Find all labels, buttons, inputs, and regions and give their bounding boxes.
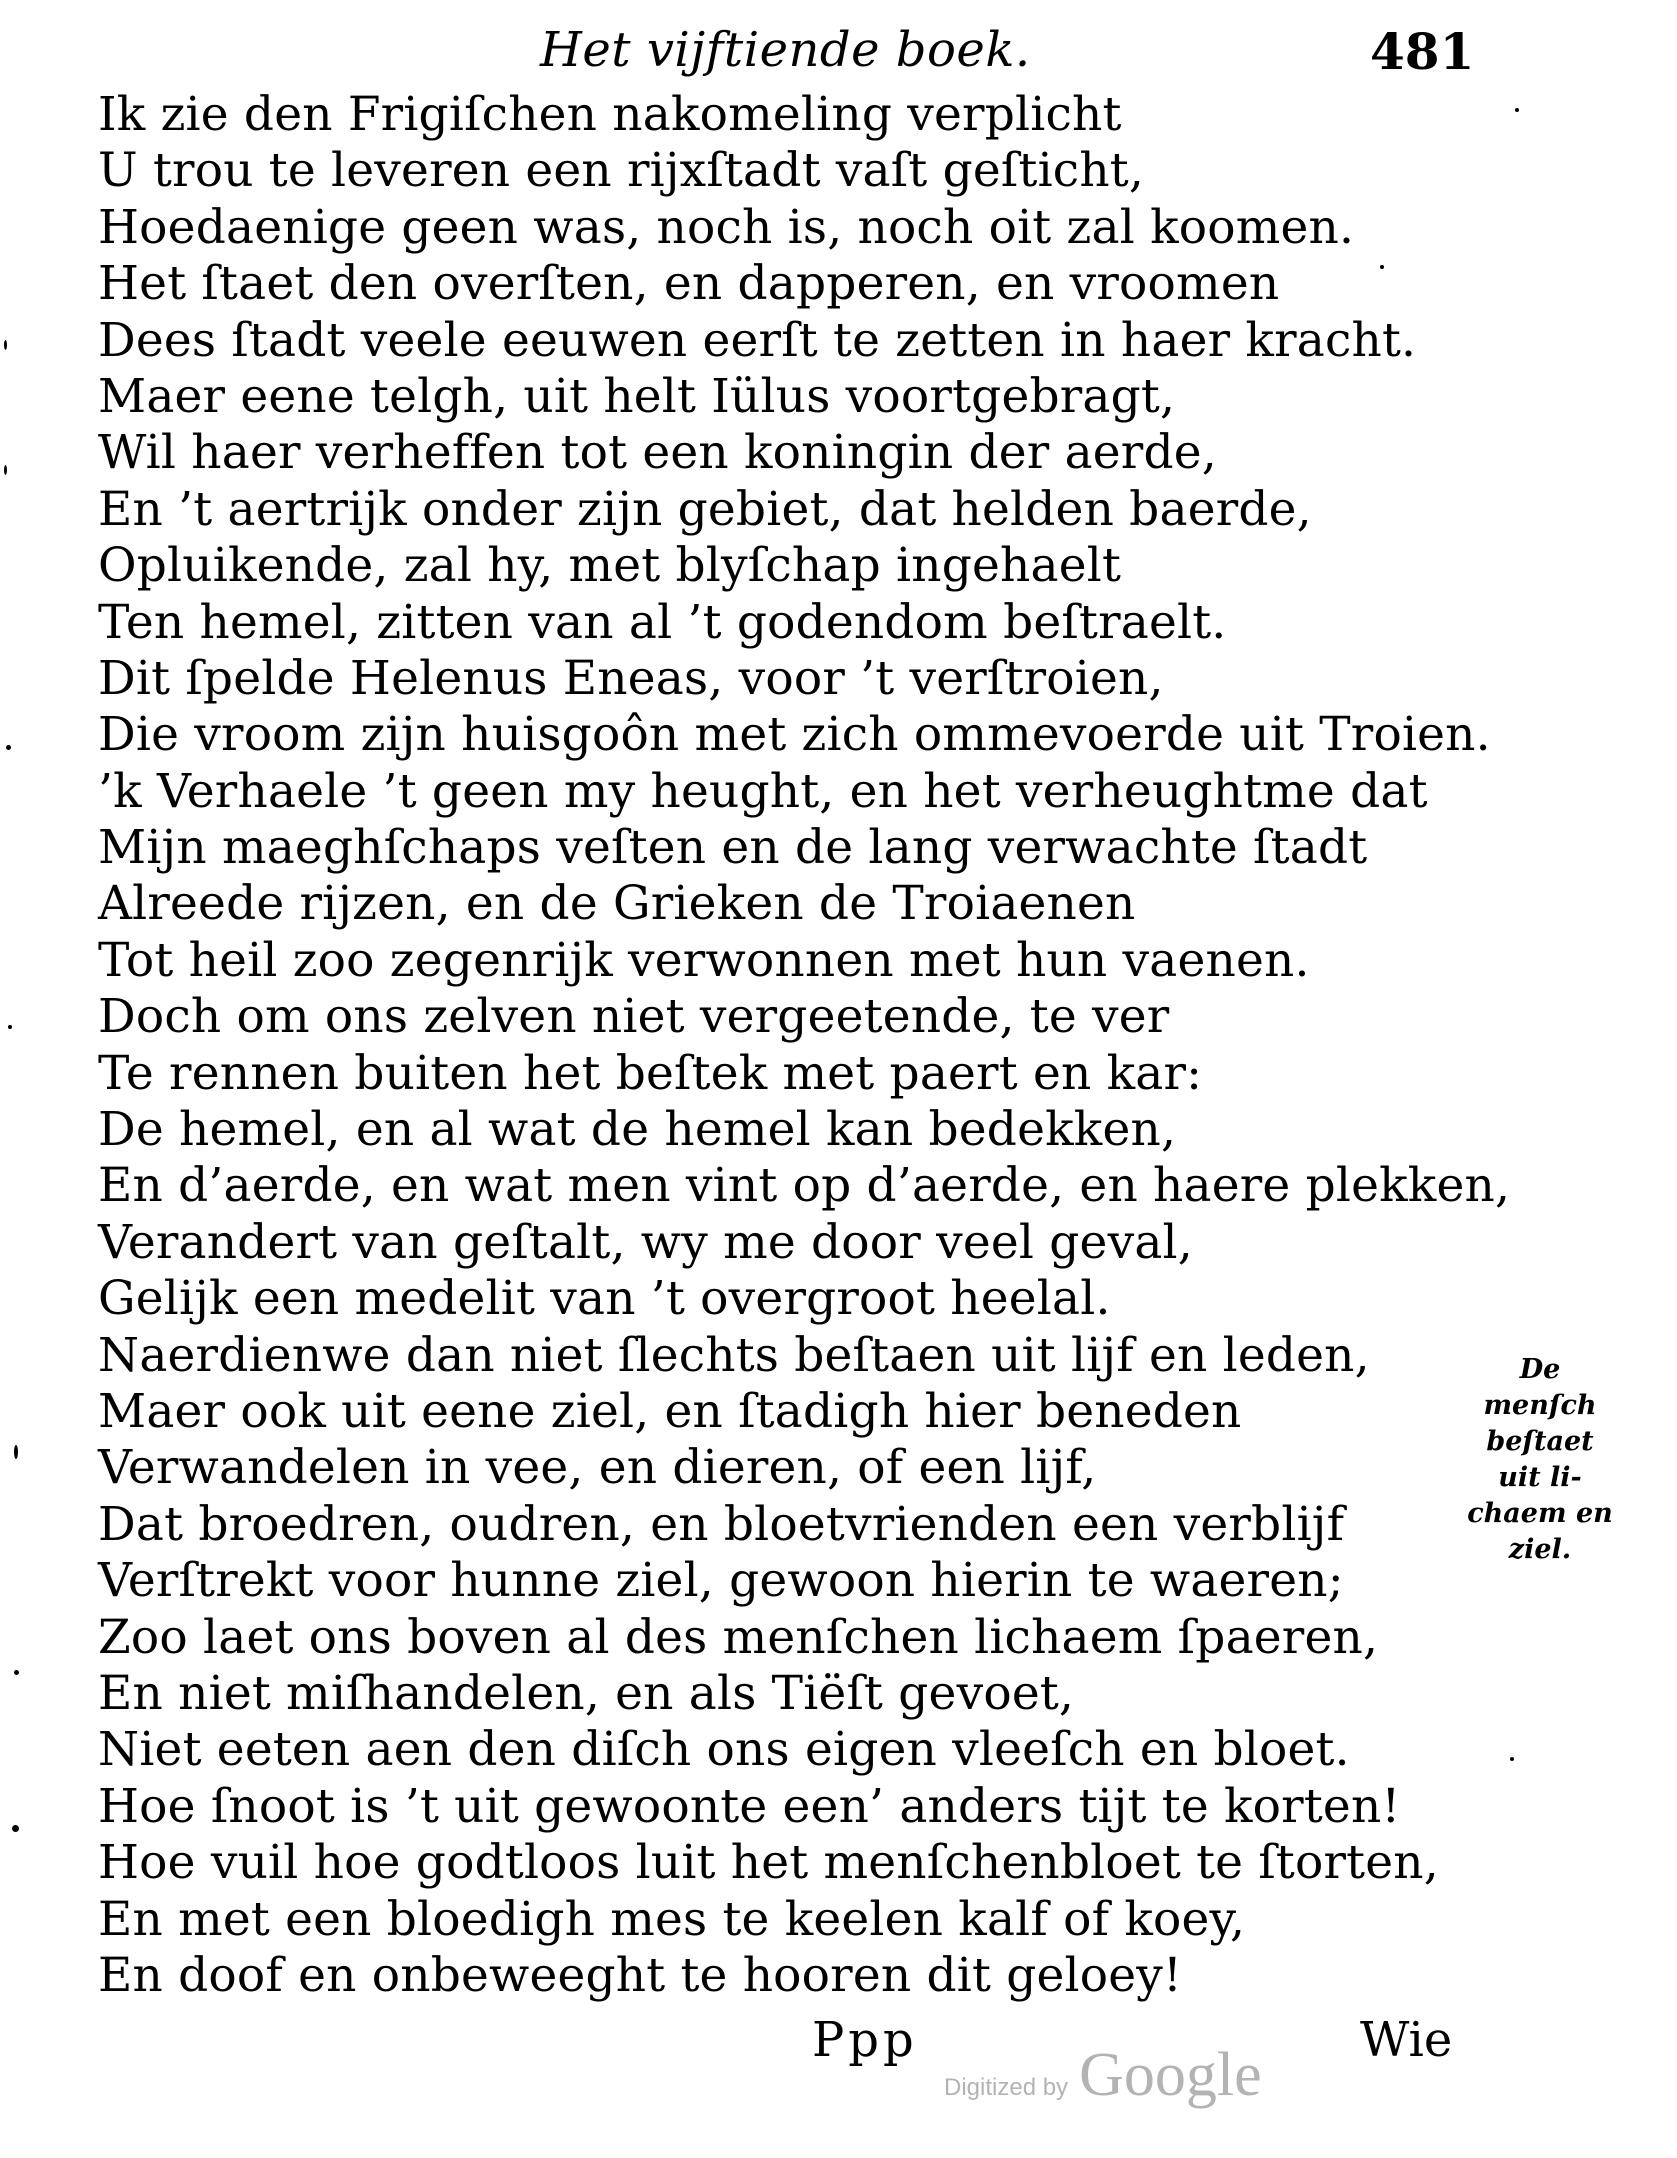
verse-line: Maer eene telgh, uit helt Iülus voortgebragt, <box>98 368 1176 424</box>
verse-line: Opluikende, zal hy, met blyſchap ingehaelt <box>98 538 1122 594</box>
scan-speck <box>4 340 7 350</box>
verse-line: Die vroom zijn huisgoôn met zich ommevoerde uit Troien. <box>98 707 1491 763</box>
verse-line: Verſtrekt voor hunne ziel, gewoon hierin te waeren; <box>98 1553 1344 1609</box>
verse-line: Verwandelen in vee, en dieren, of een lijf, <box>98 1440 1097 1496</box>
verse-line: Alreede rijzen, en de Grieken de Troiaenen <box>98 876 1136 932</box>
watermark-prefix: Digitized by <box>944 2074 1069 2101</box>
verse-line: Maer ook uit eene ziel, en ſtadigh hier beneden <box>98 1383 1242 1439</box>
verse-line: Hoe ſnoot is ’t uit gewoonte een’ anders tijt te korten! <box>98 1778 1401 1834</box>
scan-speck <box>1380 265 1384 269</box>
verse-line: Hoe vuil hoe godtloos luit het menſchenbloet te ſtorten, <box>98 1835 1439 1891</box>
marginal-note-line: menſch <box>1483 1390 1597 1421</box>
signature-mark: Ppp <box>812 2012 918 2068</box>
scan-speck <box>8 1025 12 1029</box>
verse-line: De hemel, en al wat de hemel kan bedekken, <box>98 1102 1177 1158</box>
marginal-note-line: beſtaet <box>1486 1426 1594 1457</box>
verse-line: Tot heil zoo zegenrijk verwonnen met hun vaenen. <box>98 932 1310 988</box>
verse-line: Mijn maeghſchaps veſten en de lang verwachte ſtadt <box>98 820 1368 876</box>
verse-line: U trou te leveren een rijxſtadt vaſt geſticht, <box>98 143 1145 199</box>
verse-line: En met een bloedigh mes te keelen kalf of koey, <box>98 1891 1246 1947</box>
scan-speck <box>14 1445 18 1459</box>
verse-line: Doch om ons zelven niet vergeetende, te ver <box>98 989 1170 1045</box>
digitized-by-watermark <box>944 2040 1262 2111</box>
verse-line: En niet miſhandelen, en als Tiëſt gevoet, <box>98 1665 1075 1721</box>
verse-line: Dees ſtadt veele eeuwen eerſt te zetten in haer kracht. <box>98 312 1417 368</box>
verse-line: En ’t aertrijk onder zijn gebiet, dat helden baerde, <box>98 481 1312 537</box>
marginal-note-line: De <box>1519 1354 1561 1385</box>
verse-line: Wil haer verheffen tot een koningin der aerde, <box>98 425 1217 481</box>
marginal-note <box>1460 1352 1620 1568</box>
verse-line: Dit ſpelde Helenus Eneas, voor ’t verſtroien, <box>98 650 1164 706</box>
verse-line: Ik zie den Frigiſchen nakomeling verplicht <box>98 87 1122 142</box>
verse-line: Verandert van geſtalt, wy me door veel geval, <box>98 1214 1193 1270</box>
verse-line: Gelijk een medelit van ’t overgroot heelal. <box>98 1271 1111 1327</box>
google-logo: Google <box>1079 2041 1262 2109</box>
scan-speck <box>4 465 7 475</box>
verse-line: Te rennen buiten het beſtek met paert en kar: <box>98 1045 1203 1101</box>
marginal-note-line: ziel. <box>1508 1534 1572 1565</box>
verse-line: Naerdienwe dan niet ſlechts beſtaen uit lijf en leden, <box>98 1327 1370 1383</box>
verse-line: Zoo laet ons boven al des menſchen lichaem ſpaeren, <box>98 1609 1379 1665</box>
verse-line: Niet eeten aen den diſch ons eigen vleeſch en bloet. <box>98 1722 1350 1778</box>
scan-speck <box>6 745 11 750</box>
catchword: Wie <box>1360 2012 1453 2068</box>
verse-line: ’k Verhaele ’t geen my heught, en het verheughtme dat <box>98 763 1428 819</box>
running-title: Het vijftiende boek. <box>540 22 1031 78</box>
verse-line: Dat broedren, oudren, en bloetvrienden een verblijf <box>98 1496 1345 1552</box>
verse-line: Het ſtaet den overſten, en dapperen, en vroomen <box>98 256 1280 312</box>
verse-line: Hoedaenige geen was, noch is, noch oit zal koomen. <box>98 199 1355 255</box>
page-number: 481 <box>1370 22 1475 81</box>
verse-line: En doof en onbeweeght te hooren dit geloey! <box>98 1947 1183 2003</box>
scan-speck <box>1510 1757 1514 1761</box>
scan-speck <box>1515 108 1519 112</box>
scan-speck <box>12 1825 19 1832</box>
verse-line: En d’aerde, en wat men vint op d’aerde, en haere plekken, <box>98 1158 1511 1214</box>
marginal-note-line: uit li- <box>1498 1462 1582 1493</box>
scan-speck <box>14 1670 19 1675</box>
marginal-note-line: chaem en <box>1467 1498 1613 1529</box>
poem-text <box>98 87 1511 2004</box>
verse-line: Ten hemel, zitten van al ’t godendom beſtraelt. <box>98 594 1227 650</box>
